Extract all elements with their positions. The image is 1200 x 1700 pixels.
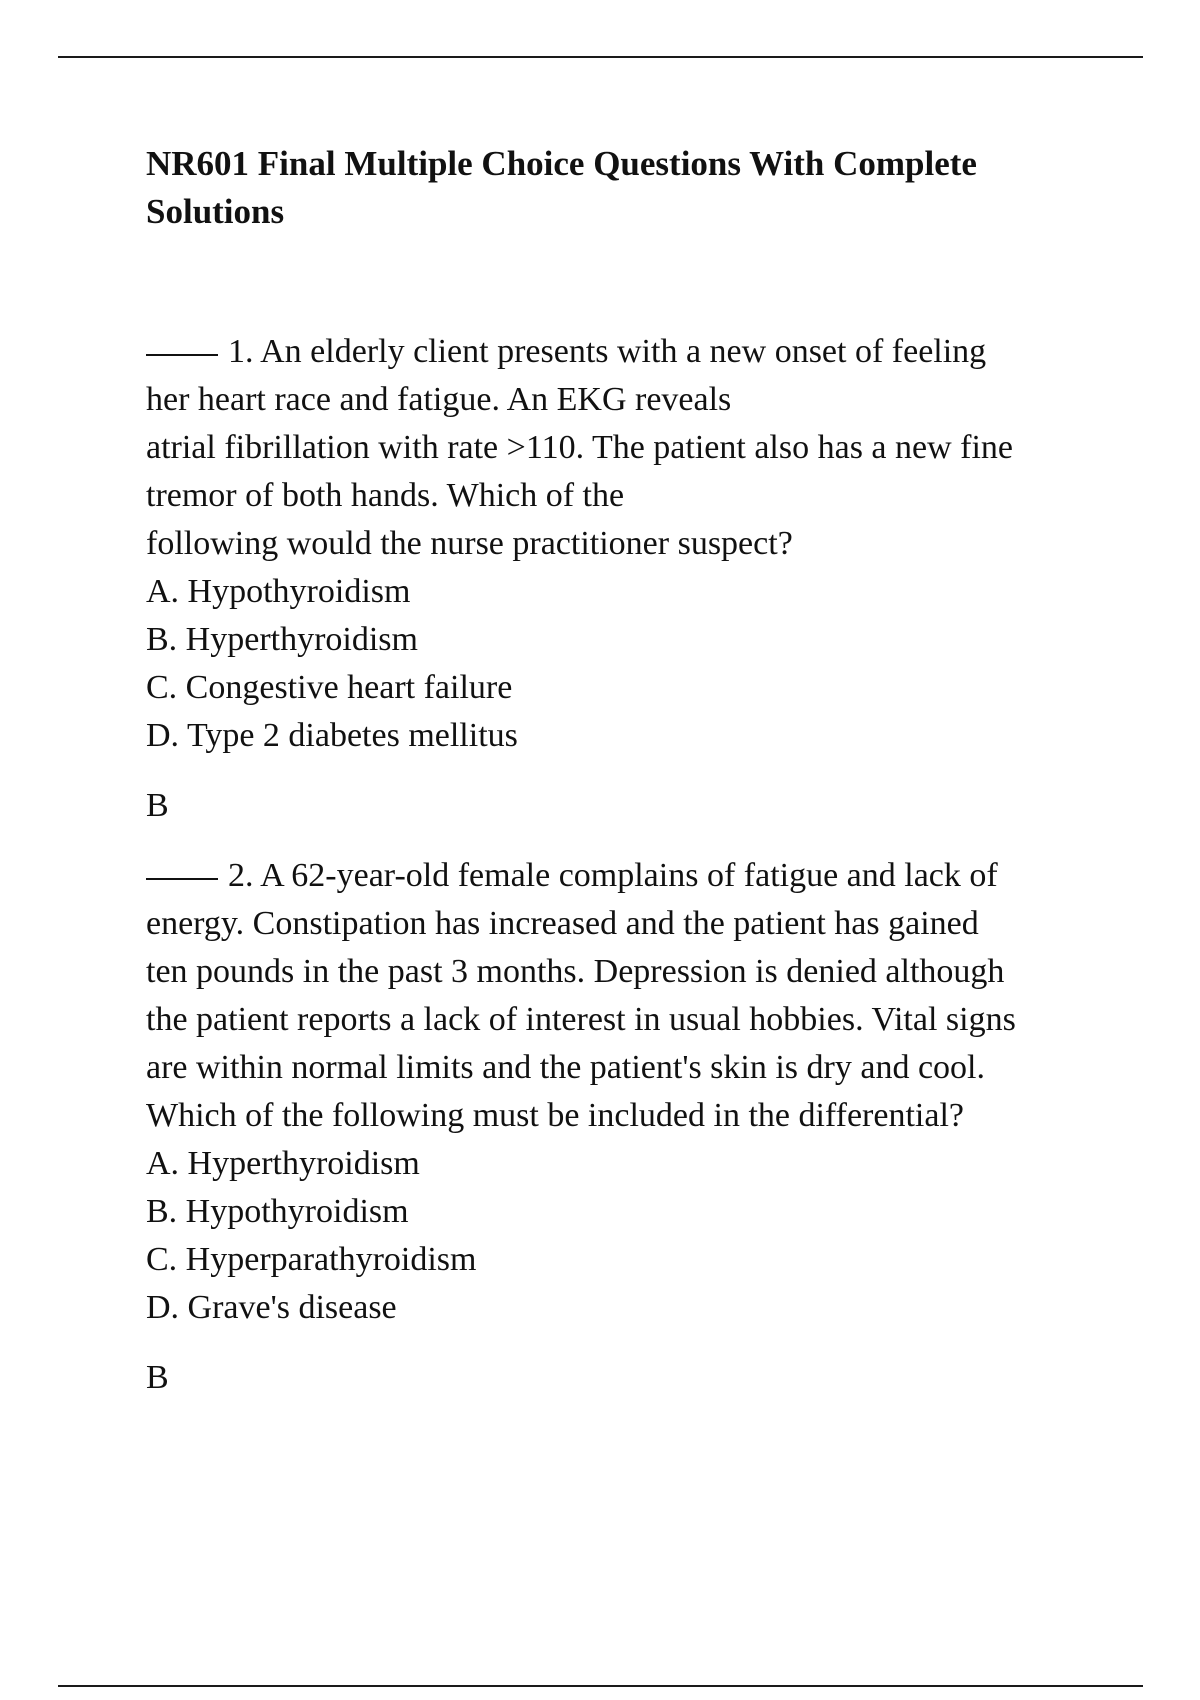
option-b: B. Hyperthyroidism xyxy=(146,621,418,658)
question-2 xyxy=(146,852,1106,1332)
question-1-stem xyxy=(146,328,1106,568)
question-stem-line: are within normal limits and the patient's skin is dry and cool. xyxy=(146,1049,985,1086)
question-2-stem xyxy=(146,852,1106,1140)
option-d: D. Type 2 diabetes mellitus xyxy=(146,717,518,754)
question-stem-line: her heart race and fatigue. An EKG reveals xyxy=(146,381,732,418)
option-d: D. Grave's disease xyxy=(146,1289,397,1326)
option-b: B. Hypothyroidism xyxy=(146,1193,409,1230)
question-stem-line: ten pounds in the past 3 months. Depression is denied although xyxy=(146,953,1005,990)
question-stem-line: following would the nurse practitioner suspect? xyxy=(146,525,793,562)
question-1 xyxy=(146,328,1106,760)
question-2-options xyxy=(146,1140,1106,1332)
question-stem-line: Which of the following must be included in the differential? xyxy=(146,1097,964,1134)
question-1-answer: B xyxy=(146,787,169,824)
question-2-answer: B xyxy=(146,1359,169,1396)
question-1-options xyxy=(146,568,1106,760)
question-stem-text: 1. An elderly client presents with a new onset of feeling xyxy=(228,333,987,370)
option-a: A. Hypothyroidism xyxy=(146,573,411,610)
question-stem-text: 2. A 62-year-old female complains of fatigue and lack of xyxy=(228,857,998,894)
option-a: A. Hyperthyroidism xyxy=(146,1145,420,1182)
bottom-rule xyxy=(58,1685,1143,1687)
question-stem-line: atrial fibrillation with rate >110. The patient also has a new fine xyxy=(146,429,1014,466)
document-title xyxy=(146,140,1106,236)
answer-blank xyxy=(146,354,218,356)
top-rule xyxy=(58,56,1143,58)
question-stem-line: energy. Constipation has increased and the patient has gained xyxy=(146,905,979,942)
option-c: C. Congestive heart failure xyxy=(146,669,513,706)
title-line-2: Solutions xyxy=(146,192,285,231)
answer-blank xyxy=(146,878,218,880)
question-stem-line: tremor of both hands. Which of the xyxy=(146,477,625,514)
question-stem-line: the patient reports a lack of interest in usual hobbies. Vital signs xyxy=(146,1001,1016,1038)
title-line-1: NR601 Final Multiple Choice Questions With Complete xyxy=(146,144,977,183)
page-content xyxy=(146,140,1106,1402)
question-stem-line xyxy=(146,328,1106,376)
question-stem-line xyxy=(146,852,1106,900)
option-c: C. Hyperparathyroidism xyxy=(146,1241,477,1278)
